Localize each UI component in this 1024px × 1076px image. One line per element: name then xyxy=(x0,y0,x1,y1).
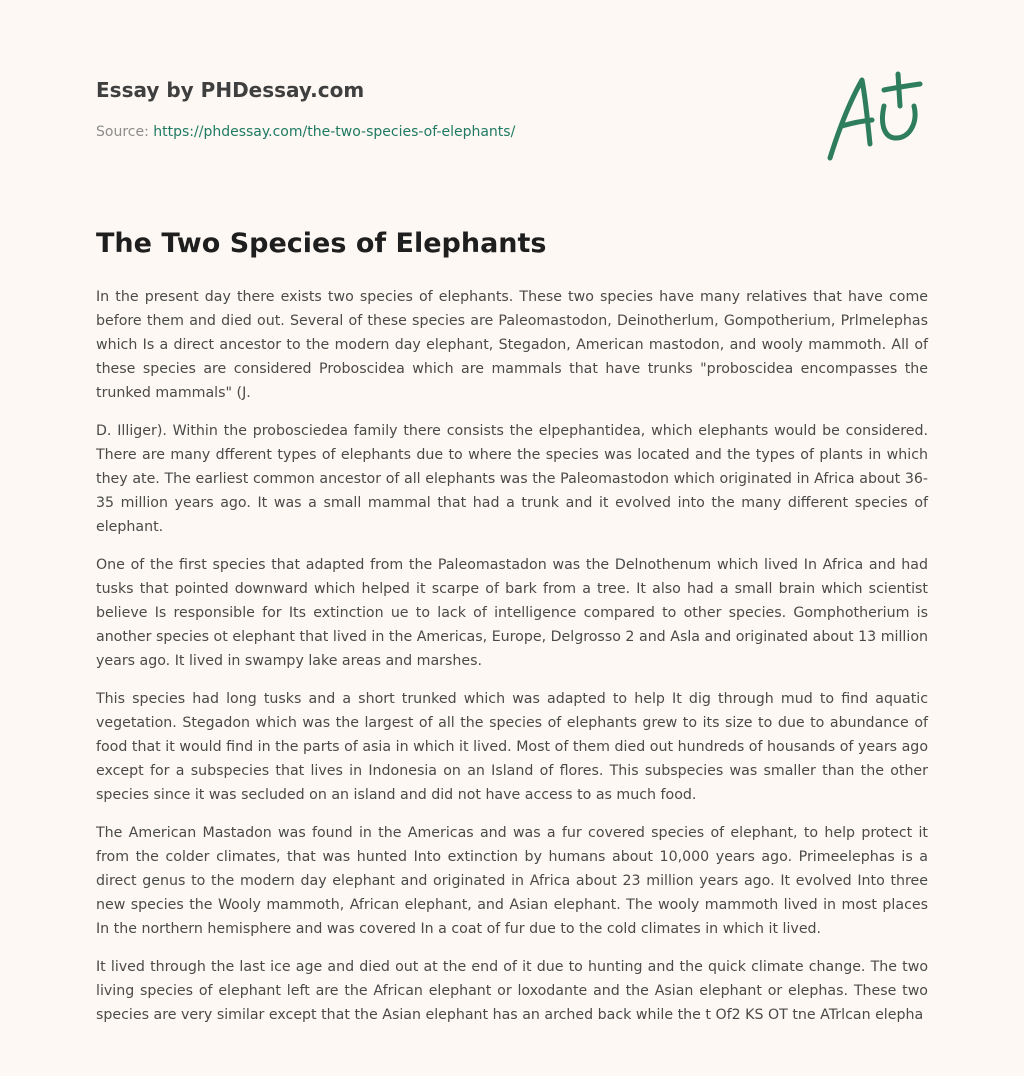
essay-title: The Two Species of Elephants xyxy=(96,228,547,259)
a-plus-logo-icon xyxy=(820,66,930,166)
essay-paragraph: The American Mastadon was found in the Americas and was a fur covered species of elephant, to help protect it from the colder climates, that was hunted Into extinction by humans about 10,000 years ago. Primeelephas is a direct genus to the modern day elephant and originated in Africa about 23 million years ago. It evolved Into three new species the Wooly mammoth, African elephant, and Asian elephant. The wooly mammoth lived in most places In the northern hemisphere and was covered In a coat of fur due to the cold climates in which it lived. xyxy=(96,825,928,937)
essay-paragraph: One of the first species that adapted from the Paleomastadon was the Delnothenum which lived In Africa and had tusks that pointed downward which helped it scarpe of bark from a tree. It also had a small brain which scientist believe Is responsible for Its extinction ue to lack of intelligence compared to other species. Gomphotherium is another species ot elephant that lived in the Americas, Europe, Delgrosso 2 and Asla and originated about 13 million years ago. It lived in swampy lake areas and marshes. xyxy=(96,557,928,669)
source-line xyxy=(96,124,515,140)
essay-paragraph: D. Illiger). Within the probosciedea family there consists the elpephantidea, which elephants would be considered. There are many dfferent types of elephants due to where the species was located and the types of plants in which they ate. The earliest common ancestor of all elephants was the Paleomastodon which originated in Africa about 36-35 million years ago. It was a small mammal that had a trunk and it evolved into the many different species of elephant. xyxy=(96,423,928,535)
essay-body xyxy=(96,285,928,1041)
source-label: Source: xyxy=(96,124,149,140)
essay-paragraph: It lived through the last ice age and died out at the end of it due to hunting and the quick climate change. The two living species of elephant left are the African elephant or loxodante and the Asian elephant or elephas. These two species are very similar except that the Asian elephant has an arched back while the t Of2 KS OT tne ATrlcan elepha xyxy=(96,959,928,1023)
page-header xyxy=(96,76,928,140)
site-brand: Essay by PHDessay.com xyxy=(96,78,365,102)
source-link[interactable]: https://phdessay.com/the-two-species-of-elephants/ xyxy=(153,124,516,140)
essay-paragraph: This species had long tusks and a short trunked which was adapted to help It dig through mud to find aquatic vegetation. Stegadon which was the largest of all the species of elephants grew to its size to due to abundance of food that it would find in the parts of asia in which it lived. Most of them died out hundreds of housands of years ago except for a subspecies that lives in Indonesia on an Island of flores. This subspecies was smaller than the other species since it was secluded on an island and did not have access to as much food. xyxy=(96,691,928,803)
essay-paragraph: In the present day there exists two species of elephants. These two species have many relatives that have come before them and died out. Several of these species are Paleomastodon, Deinotherlum, Gompotherium, Prlmelephas which Is a direct ancestor to the modern day elephant, Stegadon, American mastodon, and wooly mammoth. All of these species are considered Proboscidea which are mammals that have trunks "proboscidea encompasses the trunked mammals" (J. xyxy=(96,289,928,401)
